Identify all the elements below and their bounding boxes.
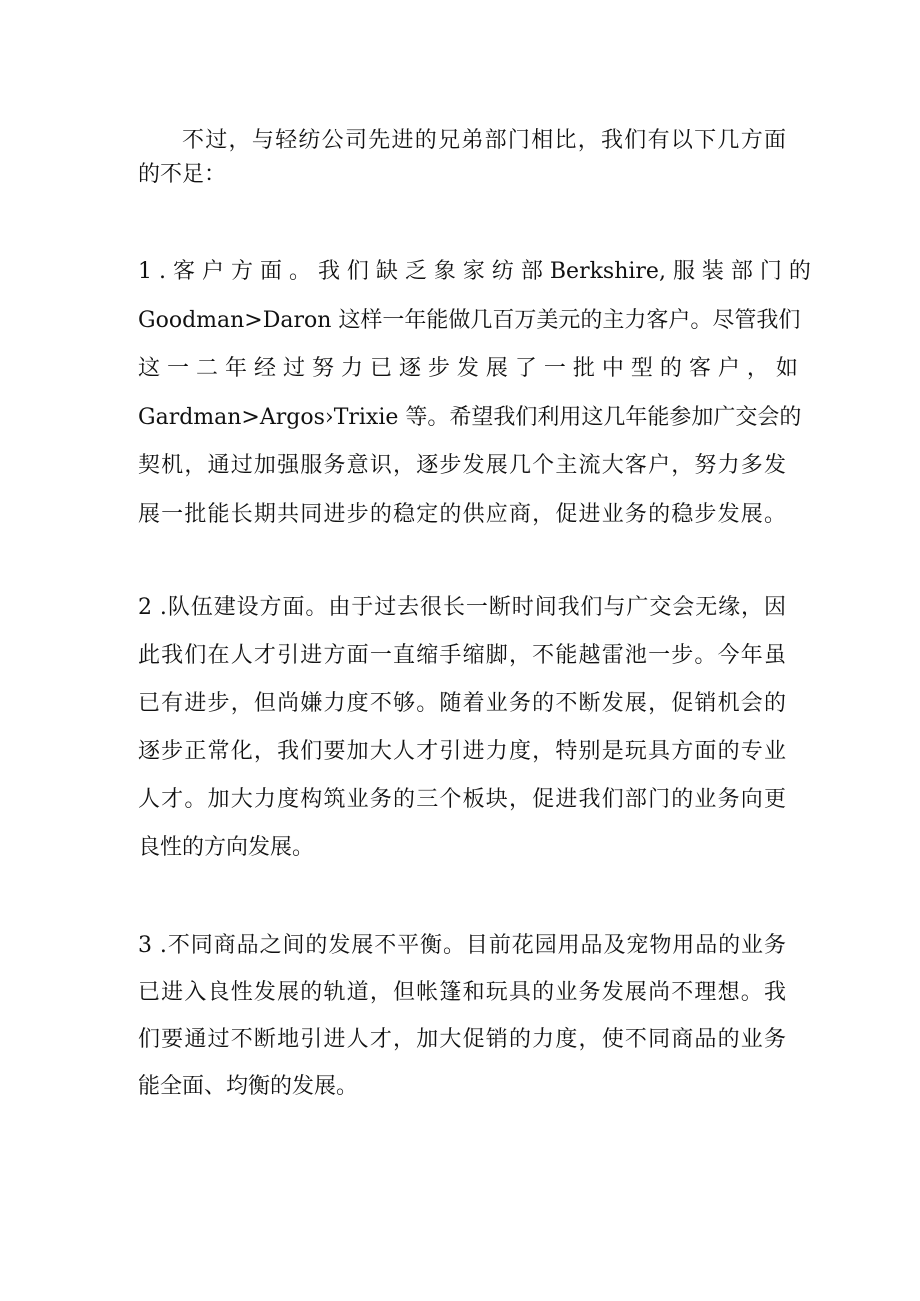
point-2-line: 良性的方向发展。	[138, 835, 315, 860]
point-3-line: 能全面、均衡的发展。	[138, 1074, 359, 1099]
point-1-paragraph	[138, 248, 811, 539]
intro-paragraph	[138, 124, 786, 192]
point-3-line: 们要通过不断地引进人才，加大促销的力度，使不同商品的业务	[138, 1027, 786, 1052]
point-3-line: 已进入良性发展的轨道，但帐篷和玩具的业务发展尚不理想。我	[138, 980, 786, 1005]
point-1-line: 1 . 客 户 方 面 。 我 们 缺 乏 象 家 纺 部 Berkshire, 服 装 部 门 的	[138, 259, 811, 284]
point-1-line: 这 一 二 年 经 过 努 力 已 逐 步 发 展 了 一 批 中 型 的 客 户 ， 如	[138, 356, 798, 381]
point-3-paragraph	[138, 922, 786, 1110]
point-2-line: 已有进步，但尚嫌力度不够。随着业务的不断发展，促销机会的	[138, 691, 786, 716]
intro-line: 不过，与轻纺公司先进的兄弟部门相比，我们有以下几方面	[182, 128, 786, 153]
point-1-line: Gardman>Argos›Trixie 等。希望我们利用这几年能参加广交会的	[138, 404, 802, 430]
point-2-line: 逐步正常化，我们要加大人才引进力度，特别是玩具方面的专业	[138, 739, 786, 764]
intro-line: 的不足：	[138, 162, 227, 187]
point-3-line: 3 .不同商品之间的发展不平衡。目前花园用品及宠物用品的业务	[138, 933, 786, 958]
point-1-line: 契机，通过加强服务意识，逐步发展几个主流大客户，努力多发	[138, 453, 786, 478]
point-2-line: 2 .队伍建设方面。由于过去很长一断时间我们与广交会无缘，因	[138, 595, 786, 620]
point-1-line: 展一批能长期共同进步的稳定的供应商，促进业务的稳步发展。	[138, 501, 786, 527]
point-2-paragraph	[138, 584, 786, 872]
point-1-line: Goodman>Daron 这样一年能做几百万美元的主力客户。尽管我们	[138, 307, 801, 333]
point-2-line: 人才。加大力度构筑业务的三个板块，促进我们部门的业务向更	[138, 787, 786, 812]
point-2-line: 此我们在人才引进方面一直缩手缩脚，不能越雷池一步。今年虽	[138, 643, 786, 668]
